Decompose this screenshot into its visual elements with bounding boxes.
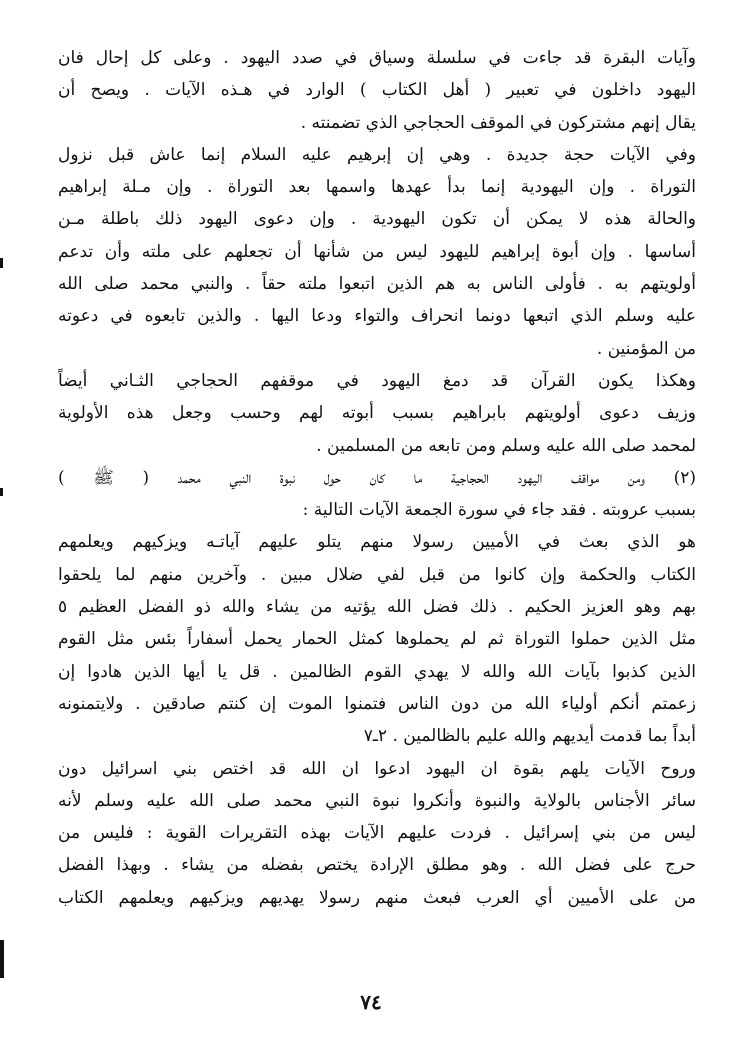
scan-edge-mark (0, 488, 3, 496)
text-line: أولويتهم به . فأولى الناس به هم الذين اتبعوا ملته حقاً . والنبي محمد صلى الله (58, 274, 696, 295)
text-line: ليس من بني إسرائيل . فردت عليهم الآيات بهذه التقريرات القوية : فليس من (58, 823, 696, 844)
text-line: والحالة هذه لا يمكن أن تكون اليهودية . وإن دعوى اليهود ذلك باطلة مـن (58, 209, 696, 230)
text-line: بسبب عروبته . فقد جاء في سورة الجمعة الآيات التالية : (302, 500, 696, 521)
text-line: سائر الأجناس بالولاية والنبوة وأنكروا نبوة النبي محمد صلى الله عليه وسلم لأنه (58, 790, 696, 811)
text-line: التوراة . وإن اليهودية إنما بدأ عهدها واسمها بعد التوراة . وإن مـلة إبراهيم (58, 177, 696, 198)
text-line: من المؤمنين . (596, 338, 696, 359)
page-number: ٧٤ (360, 990, 382, 1014)
text-line: من على الأميين أي العرب فبعث منهم رسولا يهديهم ويزكيهم ويعلمهم الكتاب (58, 887, 696, 908)
text-line: وروح الآيات يلهم بقوة ان اليهود ادعوا ان الله قد اختص بني اسرائيل دون (58, 758, 696, 779)
scan-edge-mark (0, 940, 4, 978)
text-line: اليهود داخلون في تعبير ( أهل الكتاب ) الوارد في هـذه الآيات . ويصح أن (58, 80, 696, 101)
text-line: بهم وهو العزيز الحكيم . ذلك فضل الله يؤتيه من يشاء والله ذو الفضل العظيم ٥ (58, 597, 696, 618)
text-line: عليه وسلم الذي اتبعها دونما انحراف والتواء ودعا اليها . والذين تابعوه في دعوته (58, 306, 696, 327)
body-text (58, 42, 696, 914)
text-line: زعمتم أنكم أولياء الله من دون الناس فتمنوا الموت إن كنتم صادقين . ولايتمنونه (58, 693, 696, 714)
text-line: أبداً بما قدمت أيديهم والله عليم بالظالمين . ٢ـ٧ (363, 726, 696, 747)
text-line: أساسها . وإن أبوة إبراهيم لليهود ليس من شأنها أن تجعلهم على ملته وأن تدعم (58, 241, 696, 262)
text-line: لمحمد صلى الله عليه وسلم ومن تابعه من المسلمين . (316, 435, 696, 456)
text-line: هو الذي بعث في الأميين رسولا منهم يتلو عليهم آياتـه ويزكيهم ويعلمهم (58, 532, 696, 553)
text-line: الذين كذبوا بآيات الله والله لا يهدي القوم الظالمين . قل يا أيها الذين هادوا إن (58, 661, 696, 682)
text-line: وزيف دعوى أولويتهم بابراهيم بسبب أبوته لهم وحسب وجعل هذه الأولوية (58, 403, 696, 424)
text-line: الكتاب والحكمة وإن كانوا من قبل لفي ضلال مبين . وآخرين منهم لما يلحقوا (58, 564, 696, 585)
text-line: (٢) ومن مواقف اليهود الحجاجية ما كان حول نبوة النبي محمد ( ﷺ ) (58, 467, 696, 488)
text-line: مثل الذين حملوا التوراة ثم لم يحملوها كمثل الحمار يحمل أسفاراً بئس مثل القوم (58, 629, 696, 650)
text-line: حرج على فضل الله . وهو مطلق الإرادة يختص بفضله من يشاء . وبهذا الفضل (58, 855, 696, 876)
text-line: وفي الآيات حجة جديدة . وهي إن إبرهيم عليه السلام إنما عاش قبل نزول (58, 144, 696, 165)
text-line: وآيات البقرة قد جاءت في سلسلة وسياق في صدد اليهود . وعلى كل إحال فان (58, 48, 696, 68)
text-line: وهكذا يكون القرآن قد دمغ اليهود في موقفهم الحجاجي الثـاني أيضاً (58, 370, 696, 391)
text-line: يقال إنهم مشتركون في الموقف الحجاجي الذي تضمنته . (300, 112, 696, 133)
scan-edge-mark (0, 258, 3, 268)
